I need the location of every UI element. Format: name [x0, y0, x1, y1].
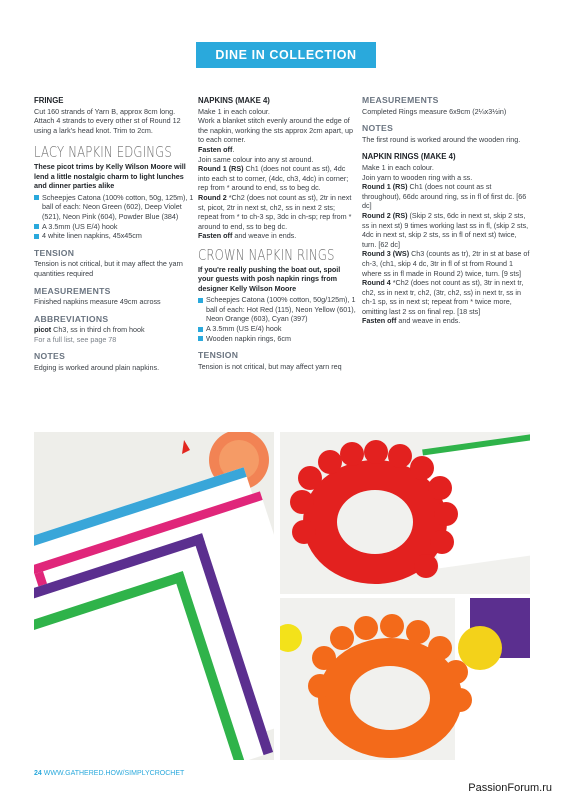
- crown-tension-text: Tension is not critical, but may affect yarn req: [198, 361, 342, 371]
- measurements-text: Finished napkins measure 49cm across: [34, 297, 161, 307]
- ring-notes-text: The first round is worked around the wooden ring.: [362, 134, 521, 144]
- lacy-napkin-title: LACY NAPKIN EDGINGS: [34, 143, 172, 162]
- measurements-heading: MEASUREMENTS: [34, 285, 111, 296]
- orange-napkin-ring-illustration: [280, 598, 530, 760]
- napkins-fasten-final: Fasten off and weave in ends.: [198, 231, 297, 241]
- bullet-square-icon: [198, 327, 203, 332]
- rings-round-1: Round 1 (RS) Ch1 (does not count as st throughout), 66dc around ring, ss in fl of first dc. [66 dc]: [362, 182, 527, 211]
- page-footer: 24 WWW.GATHERED.HOW/SIMPLYCROCHET: [34, 770, 185, 777]
- napkins-fasten: Fasten off.: [198, 144, 235, 154]
- abbreviations-heading: ABBREVIATIONS: [34, 313, 109, 324]
- column-1: [34, 96, 194, 373]
- lacy-intro: These picot trims by Kelly Wilson Moore will lend a little nostalgic charm to light lunches and dinner parties alike: [34, 161, 186, 191]
- materials-item: 4 white linen napkins, 45x45cm: [34, 231, 194, 241]
- rings-fasten: Fasten off and weave in ends.: [362, 316, 461, 326]
- ring-measurements-text: Completed Rings measure 6x9cm (2¼x3½in): [362, 106, 507, 116]
- materials-item: A 3.5mm (US E/4) hook: [34, 222, 194, 232]
- rings-round-3: Round 3 (WS) Ch3 (counts as tr), 2tr in st at base of ch-3, (ch1, skip 4 dc, 3tr in fl of st from Round 1 where ss in fl made in Round 2) twice, turn. [9 sts]: [362, 249, 530, 278]
- section-banner: DINE IN COLLECTION: [196, 42, 376, 68]
- crown-intro: If you're really pushing the boat out, spoil your guests with posh napkin rings from designer Kelly Wilson Moore: [198, 264, 341, 293]
- rings-round-4: Round 4 *Ch2 (does not count as st), 3tr in next tr, ch2, ss in next tr, ch2, (3tr, ch2, ss) in next tr, ss in ch-1 sp, ss in next st; repeat from * twice more, omitting last 2 ss on final rep. [18 sts]: [362, 278, 524, 316]
- materials-item: A 3.5mm (US E/4) hook: [198, 324, 356, 334]
- lacy-materials-list: [34, 193, 194, 241]
- watermark: PassionForum.ru: [468, 782, 552, 794]
- napkins-round-1: Round 1 (RS) Ch1 (does not count as st), 4dc into each st to corner, (4dc, ch3, 4dc) in corner; rep from * around to end, ss to beg dc.: [198, 164, 349, 193]
- tension-text: Tension is not critical, but it may affect the yarn quantities required: [34, 259, 183, 278]
- napkins-heading: NAPKINS (MAKE 4): [198, 96, 270, 105]
- ring-measurements-heading: MEASUREMENTS: [362, 95, 439, 105]
- napkins-instructions: Make 1 in each colour. Work a blanket stitch evenly around the edge of the napkin, working the sts approx 2cm apart, up to each corner.: [198, 106, 354, 145]
- materials-item: Wooden napkin rings, 6cm: [198, 334, 356, 344]
- bullet-square-icon: [34, 195, 39, 200]
- notes-heading: NOTES: [34, 351, 66, 362]
- crown-napkin-rings-title: CROWN NAPKIN RINGS: [198, 245, 335, 264]
- bullet-square-icon: [34, 234, 39, 239]
- tension-heading: TENSION: [34, 247, 75, 258]
- crown-tension-heading: TENSION: [198, 350, 239, 361]
- ring-notes-heading: NOTES: [362, 123, 394, 134]
- abbreviation-more-link: For a full list, see page 78: [34, 334, 117, 344]
- rings-intro: Make 1 in each colour. Join yarn to wooden ring with a ss.: [362, 162, 473, 182]
- fringe-text: Cut 160 strands of Yarn B, approx 8cm long. Attach 4 strands to every other st of Round 12 using a lark's head knot. Trim to 2cm.: [34, 106, 181, 135]
- bullet-square-icon: [34, 224, 39, 229]
- materials-item: Scheepjes Catona (100% cotton, 50g, 125m), 1 ball of each: Neon Green (602), Deep Violet (521), Neon Pink (604), Powder Blue (384): [34, 193, 194, 222]
- bullet-square-icon: [198, 298, 203, 303]
- fringe-heading: FRINGE: [34, 96, 64, 105]
- red-napkin-ring-illustration: [280, 432, 530, 594]
- bullet-square-icon: [198, 336, 203, 341]
- notes-text: Edging is worked around plain napkins.: [34, 363, 160, 373]
- column-2: [198, 96, 356, 371]
- column-3: [362, 96, 530, 326]
- rings-round-2: Round 2 (RS) (Skip 2 sts, 6dc in next st, skip 2 sts, ss in next st) 9 times working last ss in fl, (skip 2 sts, 4dc in next st, skip 2 sts, ss in fl of next st) twice, turn. [62 dc]: [362, 210, 529, 249]
- red-napkin-ring-photo: [280, 432, 530, 594]
- orange-napkin-ring-photo: [280, 598, 530, 760]
- crown-materials-list: [198, 295, 356, 343]
- napkin-edgings-illustration: [34, 432, 274, 760]
- materials-item: Scheepjes Catona (100% cotton, 50g/125m), 1 ball of each: Hot Red (115), Neon Yellow (601), Neon Orange (603), Cyan (397): [198, 295, 356, 324]
- abbreviation-entry: picot Ch3, ss in third ch from hook: [34, 325, 145, 335]
- napkin-rings-heading: NAPKIN RINGS (MAKE 4): [362, 152, 456, 162]
- napkin-edgings-photo: [34, 432, 274, 760]
- napkins-join: Join same colour into any st around.: [198, 154, 314, 164]
- napkins-round-2: Round 2 *Ch2 (does not count as st), 2tr in next st, picot, 2tr in next st, ch2, ss in next 2 sts; repeat from * to ch-3 sp, 3dc in ch-sp; rep from * around to end, ss to beg dc.: [198, 192, 352, 231]
